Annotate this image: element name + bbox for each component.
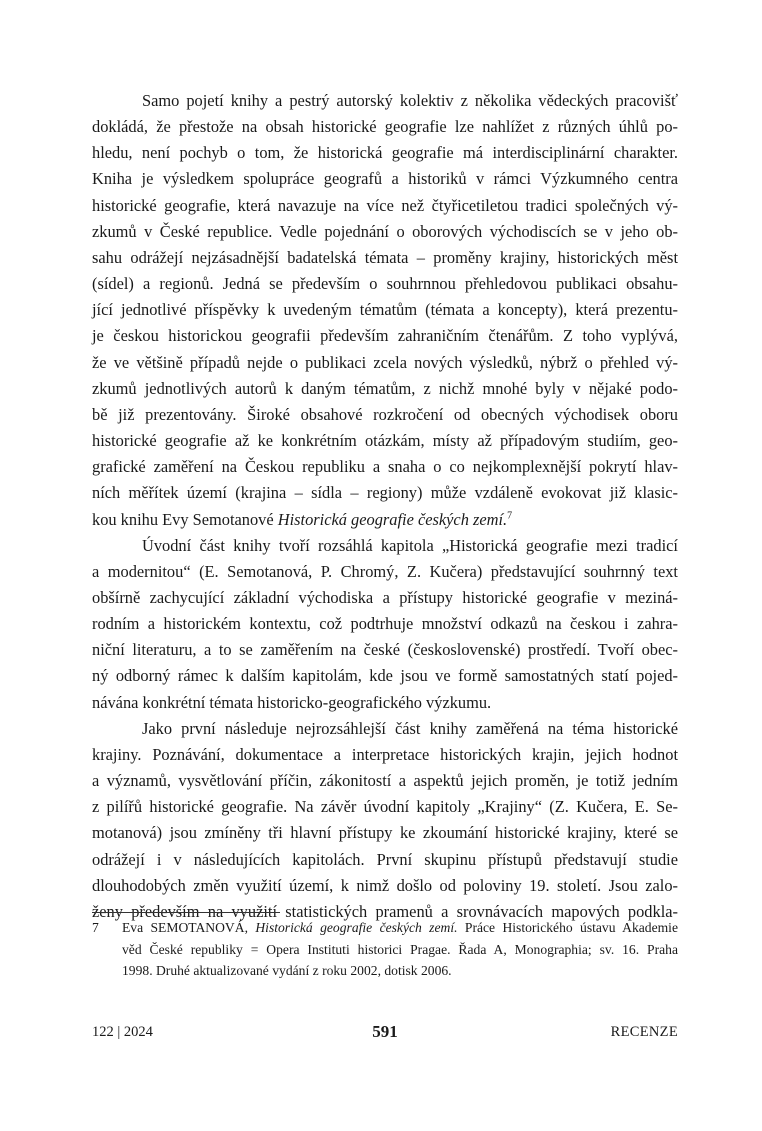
- text-line: Kniha je výsledkem spolupráce geografů a historiků v rámci Výzkumného centra: [92, 169, 678, 189]
- text-line: odrážejí i v následujících kapitolách. První skupinu přístupů představují studie: [92, 849, 678, 869]
- book-title: Historická geografie českých zemí.: [277, 509, 508, 529]
- text-line: motanová) jsou zmíněny tři hlavní přístupy ke zkoumání historické krajiny, které se: [92, 823, 678, 843]
- text-line: zkumů jednotlivých autorů k daným tématům, z nichž mnohé byly v nějaké podo-: [92, 378, 678, 398]
- footnote-ref[interactable]: 7: [507, 510, 513, 522]
- body-text: [92, 88, 678, 925]
- text-line: hledu, není pochyb o tom, že historická geografie má interdisciplinární charakter.: [92, 143, 678, 163]
- text-line: ženy především na využití statistických pramenů a srovnávacích mapových podkla-: [92, 901, 678, 921]
- text-line: návána konkrétní témata historicko-geografického výzkumu.: [92, 692, 492, 712]
- text-line: dokládá, že přestože na obsah historické geografie lze nahlížet z různých úhlů po-: [92, 117, 678, 137]
- text-line: (sídel) a regionů. Jedná se především o souhrnnou přehledovou publikaci obsahu-: [92, 274, 678, 294]
- text-line: a významů, vysvětlování příčin, zákonitostí a aspektů jejich proměn, je totiž jedním: [92, 771, 678, 791]
- text-line: historické geografie až ke konkrétním otázkám, místy až případovým studiím, geo-: [92, 431, 678, 451]
- text-line: niční literaturu, a to se zaměřením na české (československé) prostředí. Tvoří obec-: [92, 640, 678, 660]
- issue-label: 122 | 2024: [92, 1024, 153, 1040]
- text-line: ních měřítek území (krajina – sídla – regiony) může vzdáleně evokovat již klasic-: [92, 483, 678, 503]
- footnote: [92, 917, 678, 982]
- text-run: kou knihu Evy Semotanové: [92, 509, 278, 529]
- paragraph-1: [92, 88, 678, 533]
- footnote-line: [122, 917, 678, 939]
- footnote-text: Práce Historického ústavu Akademie: [457, 920, 678, 935]
- text-line: z pilířů historické geografie. Na závěr úvodní kapitoly „Krajiny“ (Z. Kučera, E. Se-: [92, 797, 678, 817]
- text-line: ný odborný rámec k dalším kapitolám, kde jsou ve formě samostatných statí pojed-: [92, 666, 678, 686]
- text-line: sahu odrážejí nejzásadnější badatelská témata – proměny krajiny, historických měst: [92, 247, 678, 267]
- footnote-line: věd České republiky = Opera Instituti historici Pragae. Řada A, Monographia; sv. 16. Praha: [122, 941, 678, 957]
- page-number: 591: [372, 1022, 398, 1041]
- footnote-number: 7: [92, 920, 99, 935]
- text-line: Úvodní část knihy tvoří rozsáhlá kapitola „Historická geografie mezi tradicí: [142, 535, 678, 555]
- text-line: grafické zaměření na Českou republiku a snaha o co nejkomplexnější pokrytí hlav-: [92, 457, 678, 477]
- page-footer: [92, 1024, 678, 1048]
- text-line: zkumů v České republice. Vedle pojednání o oborových východiscích se v jeho ob-: [92, 221, 678, 241]
- text-line: je českou historickou geografii především zahraničním čtenářům. Z toho vyplývá,: [92, 326, 678, 346]
- text-line: historické geografie, která navazuje na více než čtyřicetiletou tradici společných vý-: [92, 195, 678, 215]
- text-line: že ve většině případů nejde o publikaci zcela nových výsledků, nýbrž o přehled vý-: [92, 352, 678, 372]
- text-line: Jako první následuje nejrozsáhlejší část knihy zaměřená na téma historické: [142, 718, 678, 738]
- text-line: a modernitou“ (E. Semotanová, P. Chromý, Z. Kučera) představující souhrnný text: [92, 561, 678, 581]
- text-line: Samo pojetí knihy a pestrý autorský kolektiv z několika vědeckých pracovišť: [142, 91, 678, 110]
- paragraph-3: [92, 716, 678, 925]
- section-label: RECENZE: [610, 1024, 678, 1040]
- text-line: dlouhodobých změn využití území, k nimž došlo od poloviny 19. století. Jsou zalo-: [92, 875, 678, 895]
- footnote-title: Historická geografie českých zemí.: [255, 920, 458, 935]
- text-line: rodním a historickém kontextu, což podtrhuje množství odkazů na českou i zahra-: [92, 614, 678, 634]
- footnote-body: [122, 917, 678, 982]
- paragraph-2: [92, 533, 678, 716]
- footnote-author: Eva SEMOTANOVÁ,: [122, 920, 256, 935]
- text-line: krajiny. Poznávání, dokumentace a interpretace historických krajin, jejich hodnot: [92, 744, 678, 764]
- text-line: obšírně zachycující základní východiska a přístupy historické geografie v meziná-: [92, 587, 678, 607]
- text-line: [92, 507, 678, 533]
- footnote-line: 1998. Druhé aktualizované vydání z roku 2002, dotisk 2006.: [122, 963, 452, 978]
- footnote-divider: [92, 912, 280, 913]
- text-line: bě již prezentovány. Široké obsahové rozkročení od obecných východisek oboru: [92, 404, 678, 424]
- text-line: jící jednotlivé příspěvky k uvedeným tématům (témata a koncepty), která prezentu-: [92, 300, 678, 320]
